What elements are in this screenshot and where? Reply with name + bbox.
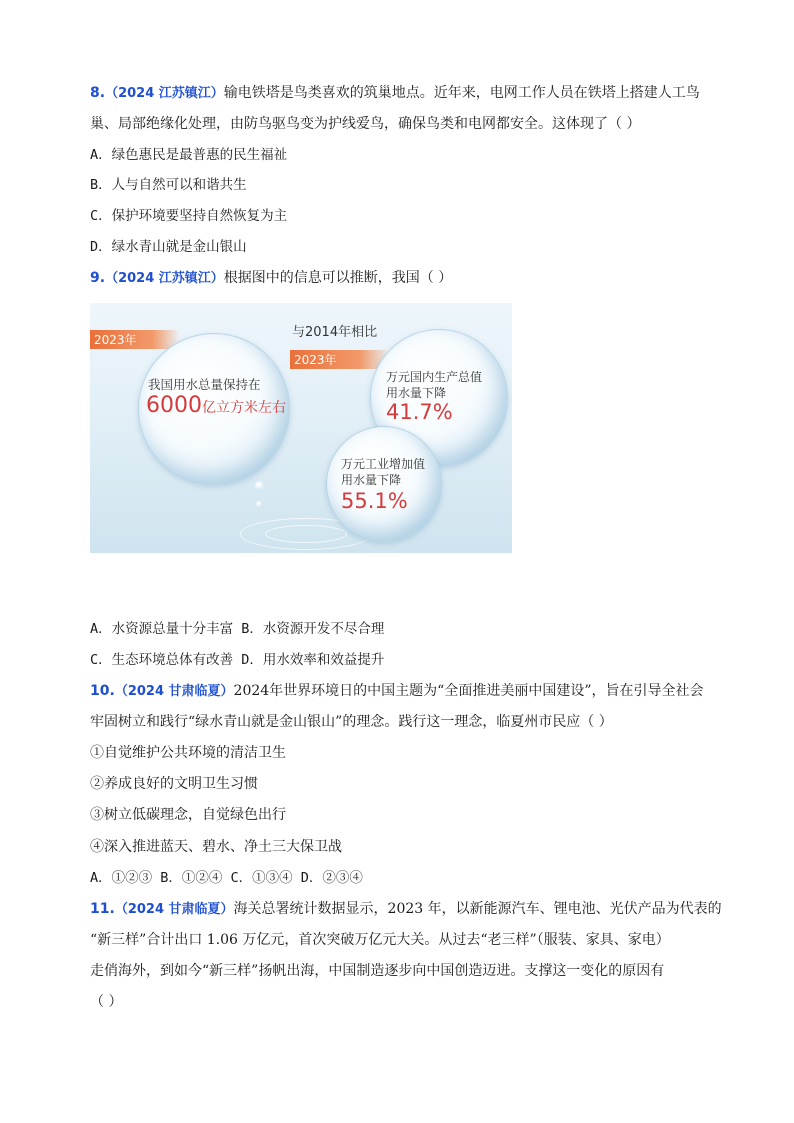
q11-stem-text1: 海关总署统计数据显示，2023 年，以新能源汽车、锂电池、光伏产品为代表的: [233, 901, 722, 917]
bubble2-label-2: 用水量下降: [386, 386, 447, 400]
q8-option-d: D．绿水青山就是金山银山: [90, 239, 247, 255]
water-ripple: [265, 525, 347, 543]
q11-number: 11.: [90, 901, 115, 917]
q11-stem-line3: 走俏海外，到如今“新三样”扬帆出海，中国制造逐步向中国创造迈进。支撑这一变化的原因有: [90, 963, 665, 979]
q10-source: （2024 甘肃临夏）: [114, 684, 234, 699]
q10-number: 10.: [90, 683, 115, 699]
q8-option-b: B．人与自然可以和谐共生: [90, 177, 247, 193]
q10-item-4: ④深入推进蓝天、碧水、净土三大保卫战: [90, 839, 342, 855]
compare-header: 与2014年相比: [292, 325, 378, 340]
q8-number: 8.: [90, 85, 106, 101]
q9-options-row2: C．生态环境总体有改善 D．用水效率和效益提升: [90, 652, 385, 668]
water-usage-figure: [90, 303, 512, 553]
q10-stem-line1: [90, 681, 703, 702]
q9-number: 9.: [90, 270, 106, 286]
q8-stem-line1: [90, 83, 700, 104]
q9-stem-line1: [90, 268, 452, 289]
q11-stem-line1: [90, 899, 722, 920]
q10-item-3: ③树立低碳理念，自觉绿色出行: [90, 807, 286, 823]
bubble2-label-1: 万元国内生产总值: [386, 370, 483, 384]
q9-stem-text1: 根据图中的信息可以推断，我国（ ）: [223, 270, 453, 286]
bubble3-label-2: 用水量下降: [341, 473, 402, 487]
q10-item-2: ②养成良好的文明卫生习惯: [90, 776, 258, 792]
q8-option-a: A．绿色惠民是最普惠的民生福祉: [90, 147, 288, 163]
q9-source: （2024 江苏镇江）: [105, 271, 224, 286]
q10-options: A．①②③ B．①②④ C．①③④ D．②③④: [90, 870, 363, 886]
q10-stem-text1: 2024年世界环境日的中国主题为“全面推进美丽中国建设”，旨在引导全社会: [233, 683, 704, 699]
bubble1-number: 6000: [146, 393, 202, 418]
q8-option-c: C．保护环境要坚持自然恢复为主: [90, 208, 288, 224]
water-drop-icon: [255, 481, 264, 490]
year-tag-left: 2023年: [90, 330, 180, 349]
year-tag-right: 2023年: [290, 350, 390, 369]
q8-stem-line2: 巢、局部绝缘化处理，由防鸟驱鸟变为护线爱鸟，确保鸟类和电网都安全。这体现了（ ）: [90, 116, 641, 132]
bubble3-value: 55.1%: [341, 489, 408, 513]
bubble3-label-1: 万元工业增加值: [341, 457, 426, 471]
q10-item-1: ①自觉维护公共环境的清洁卫生: [90, 745, 286, 761]
q11-source: （2024 甘肃临夏）: [114, 902, 234, 917]
bubble2-value: 41.7%: [386, 400, 453, 424]
q11-stem-line2: “新三样”合计出口 1.06 万亿元，首次突破万亿元大关。从过去“老三样”（服装、家具、家电）: [90, 932, 670, 948]
q8-source: （2024 江苏镇江）: [105, 86, 224, 101]
q8-stem-text1: 输电铁塔是鸟类喜欢的筑巢地点。近年来，电网工作人员在铁塔上搭建人工鸟: [223, 85, 700, 101]
bubble1-unit: 亿立方米左右: [202, 400, 286, 416]
q10-stem-line2: 牢固树立和践行“绿水青山就是金山银山”的理念。践行这一理念，临夏州市民应（ ）: [90, 714, 613, 730]
bubble1-value: [146, 393, 286, 418]
q9-options-row1: A．水资源总量十分丰富 B．水资源开发不尽合理: [90, 621, 385, 637]
water-drop-icon: [256, 501, 262, 507]
bubble1-label: 我国用水总量保持在: [148, 377, 261, 392]
q11-answer-blank: （ ）: [90, 994, 123, 1010]
